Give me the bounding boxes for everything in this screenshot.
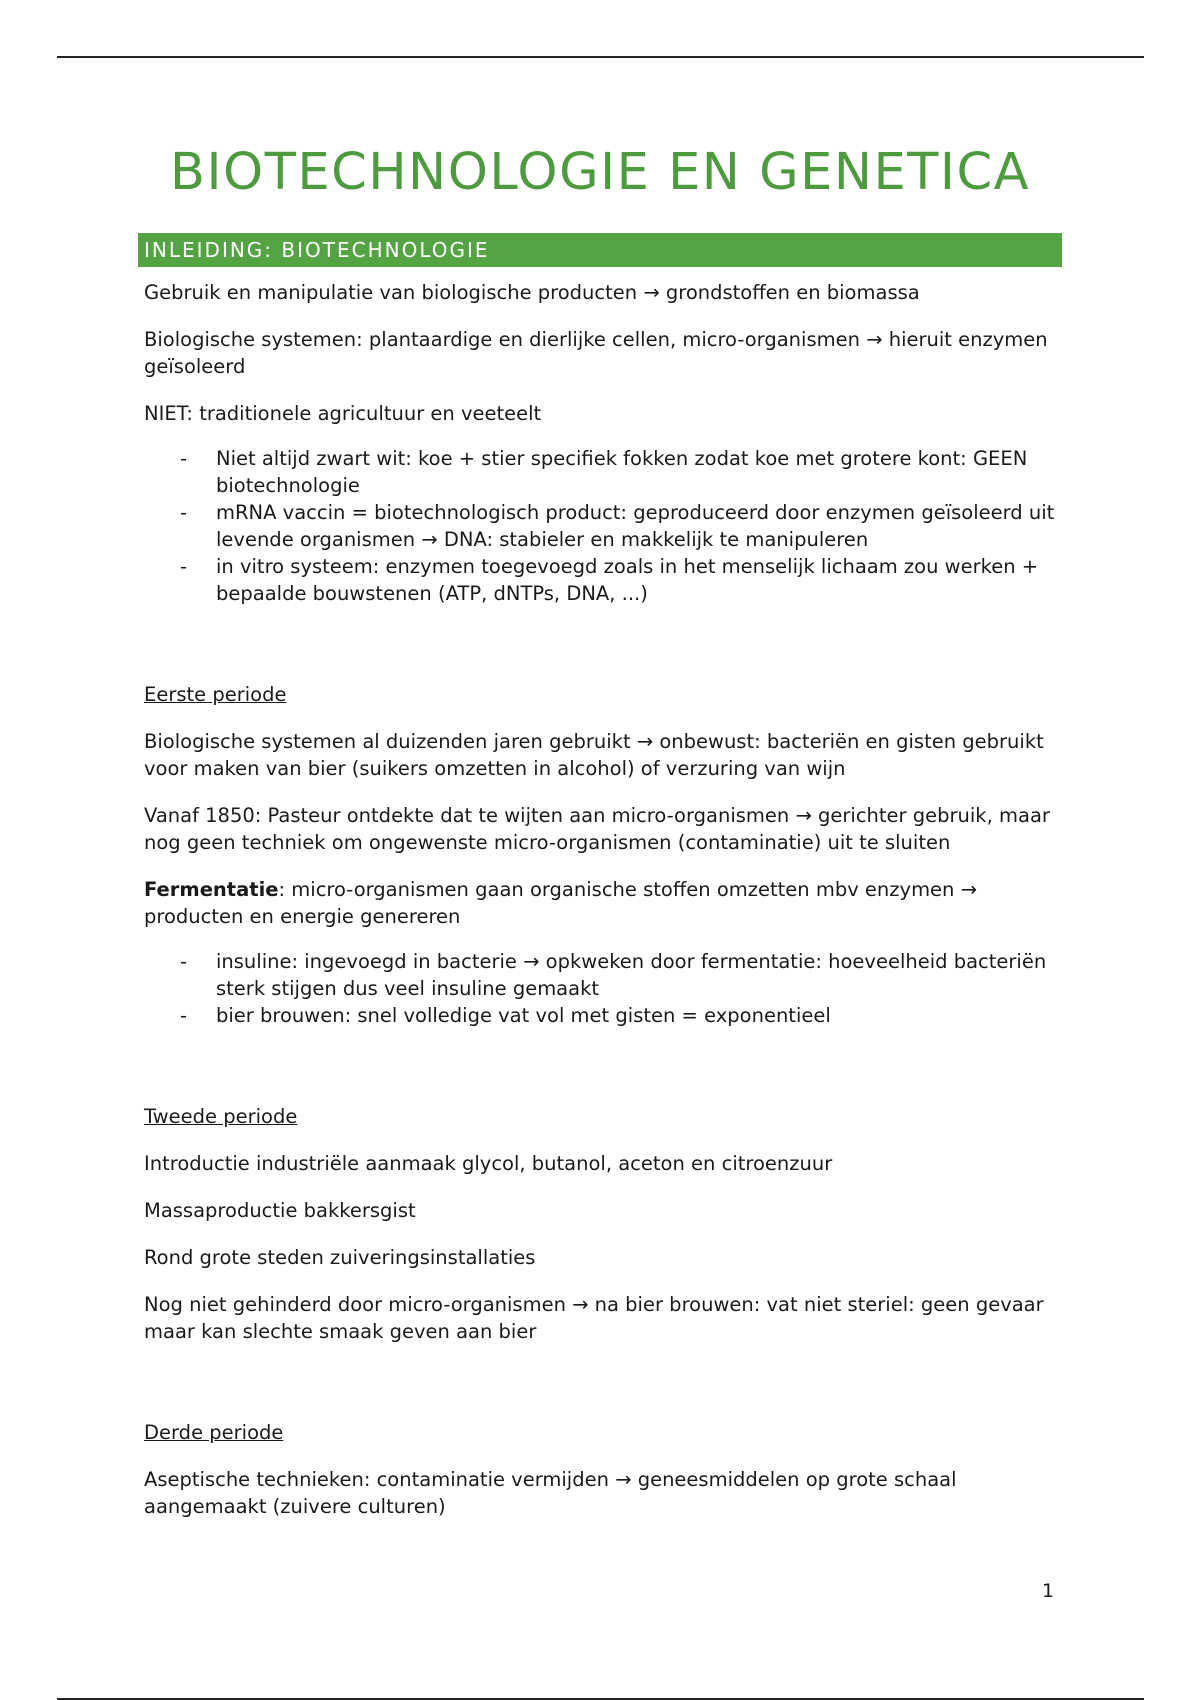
document-body: [138, 138, 1062, 1540]
period1-paragraph-2: Vanaf 1850: Pasteur ontdekte dat te wijten aan micro-organismen → gerichter gebruik, maar nog geen techniek om ongewenste micro-organismen (contaminatie) uit te sluiten: [144, 804, 1050, 854]
list-item: - mRNA vaccin = biotechnologisch product: geproduceerd door enzymen geïsoleerd uit levende organismen → DNA: stabieler en makkelijk te manipuleren: [180, 501, 1055, 551]
intro-paragraph-1: Gebruik en manipulatie van biologische producten → grondstoffen en biomassa: [144, 281, 920, 304]
bullet-dash: -: [180, 447, 188, 470]
section-heading-banner: INLEIDING: BIOTECHNOLOGIE: [138, 233, 1062, 267]
bullet-dash: -: [180, 501, 188, 524]
period2-paragraph-1: Introductie industriële aanmaak glycol, butanol, aceton en citroenzuur: [144, 1152, 833, 1175]
page-number: 1: [1042, 1580, 1055, 1602]
intro-paragraph-3: NIET: traditionele agricultuur en veeteelt: [144, 402, 542, 425]
period1-paragraph-3: Fermentatie: micro-organismen gaan organische stoffen omzetten mbv enzymen → producten en energie genereren: [144, 878, 977, 928]
bullet-dash: -: [180, 1004, 188, 1027]
period2-paragraph-2: Massaproductie bakkersgist: [144, 1199, 416, 1222]
list-item: - insuline: ingevoegd in bacterie → opkweken door fermentatie: hoeveelheid bacteriën sterk stijgen dus veel insuline gemaakt: [180, 950, 1047, 1000]
period1-bullet-list: [138, 948, 1062, 1029]
list-item: - bier brouwen: snel volledige vat vol met gisten = exponentieel: [180, 1004, 831, 1027]
bullet-dash: -: [180, 950, 188, 973]
list-item: - Niet altijd zwart wit: koe + stier specifiek fokken zodat koe met grotere kont: GEEN biotechnologie: [180, 447, 1028, 497]
intro-bullet-list: [138, 445, 1062, 607]
period2-paragraph-3: Rond grote steden zuiveringsinstallaties: [144, 1246, 536, 1269]
bullet-dash: -: [180, 555, 188, 578]
intro-paragraph-2: Biologische systemen: plantaardige en dierlijke cellen, micro-organismen → hieruit enzymen geïsoleerd: [144, 328, 1048, 378]
subheading-eerste-periode: Eerste periode: [144, 683, 287, 706]
document-title: BIOTECHNOLOGIE EN GENETICA: [170, 143, 1030, 202]
period2-paragraph-4: Nog niet gehinderd door micro-organismen → na bier brouwen: vat niet steriel: geen gevaar maar kan slechte smaak geven aan bier: [144, 1293, 1044, 1343]
period1-paragraph-1: Biologische systemen al duizenden jaren gebruikt → onbewust: bacteriën en gisten gebruikt voor maken van bier (suikers omzetten in alcohol) of verzuring van wijn: [144, 730, 1044, 780]
footer-rule: [57, 1698, 1144, 1700]
period3-paragraph-1: Aseptische technieken: contaminatie vermijden → geneesmiddelen op grote schaal aangemaakt (zuivere culturen): [144, 1468, 957, 1518]
term-fermentatie: Fermentatie: [144, 878, 279, 901]
subheading-derde-periode: Derde periode: [144, 1421, 284, 1444]
list-item: - in vitro systeem: enzymen toegevoegd zoals in het menselijk lichaam zou werken + bepaalde bouwstenen (ATP, dNTPs, DNA, ...): [180, 555, 1039, 605]
subheading-tweede-periode: Tweede periode: [144, 1105, 298, 1128]
header-rule: [57, 56, 1144, 58]
